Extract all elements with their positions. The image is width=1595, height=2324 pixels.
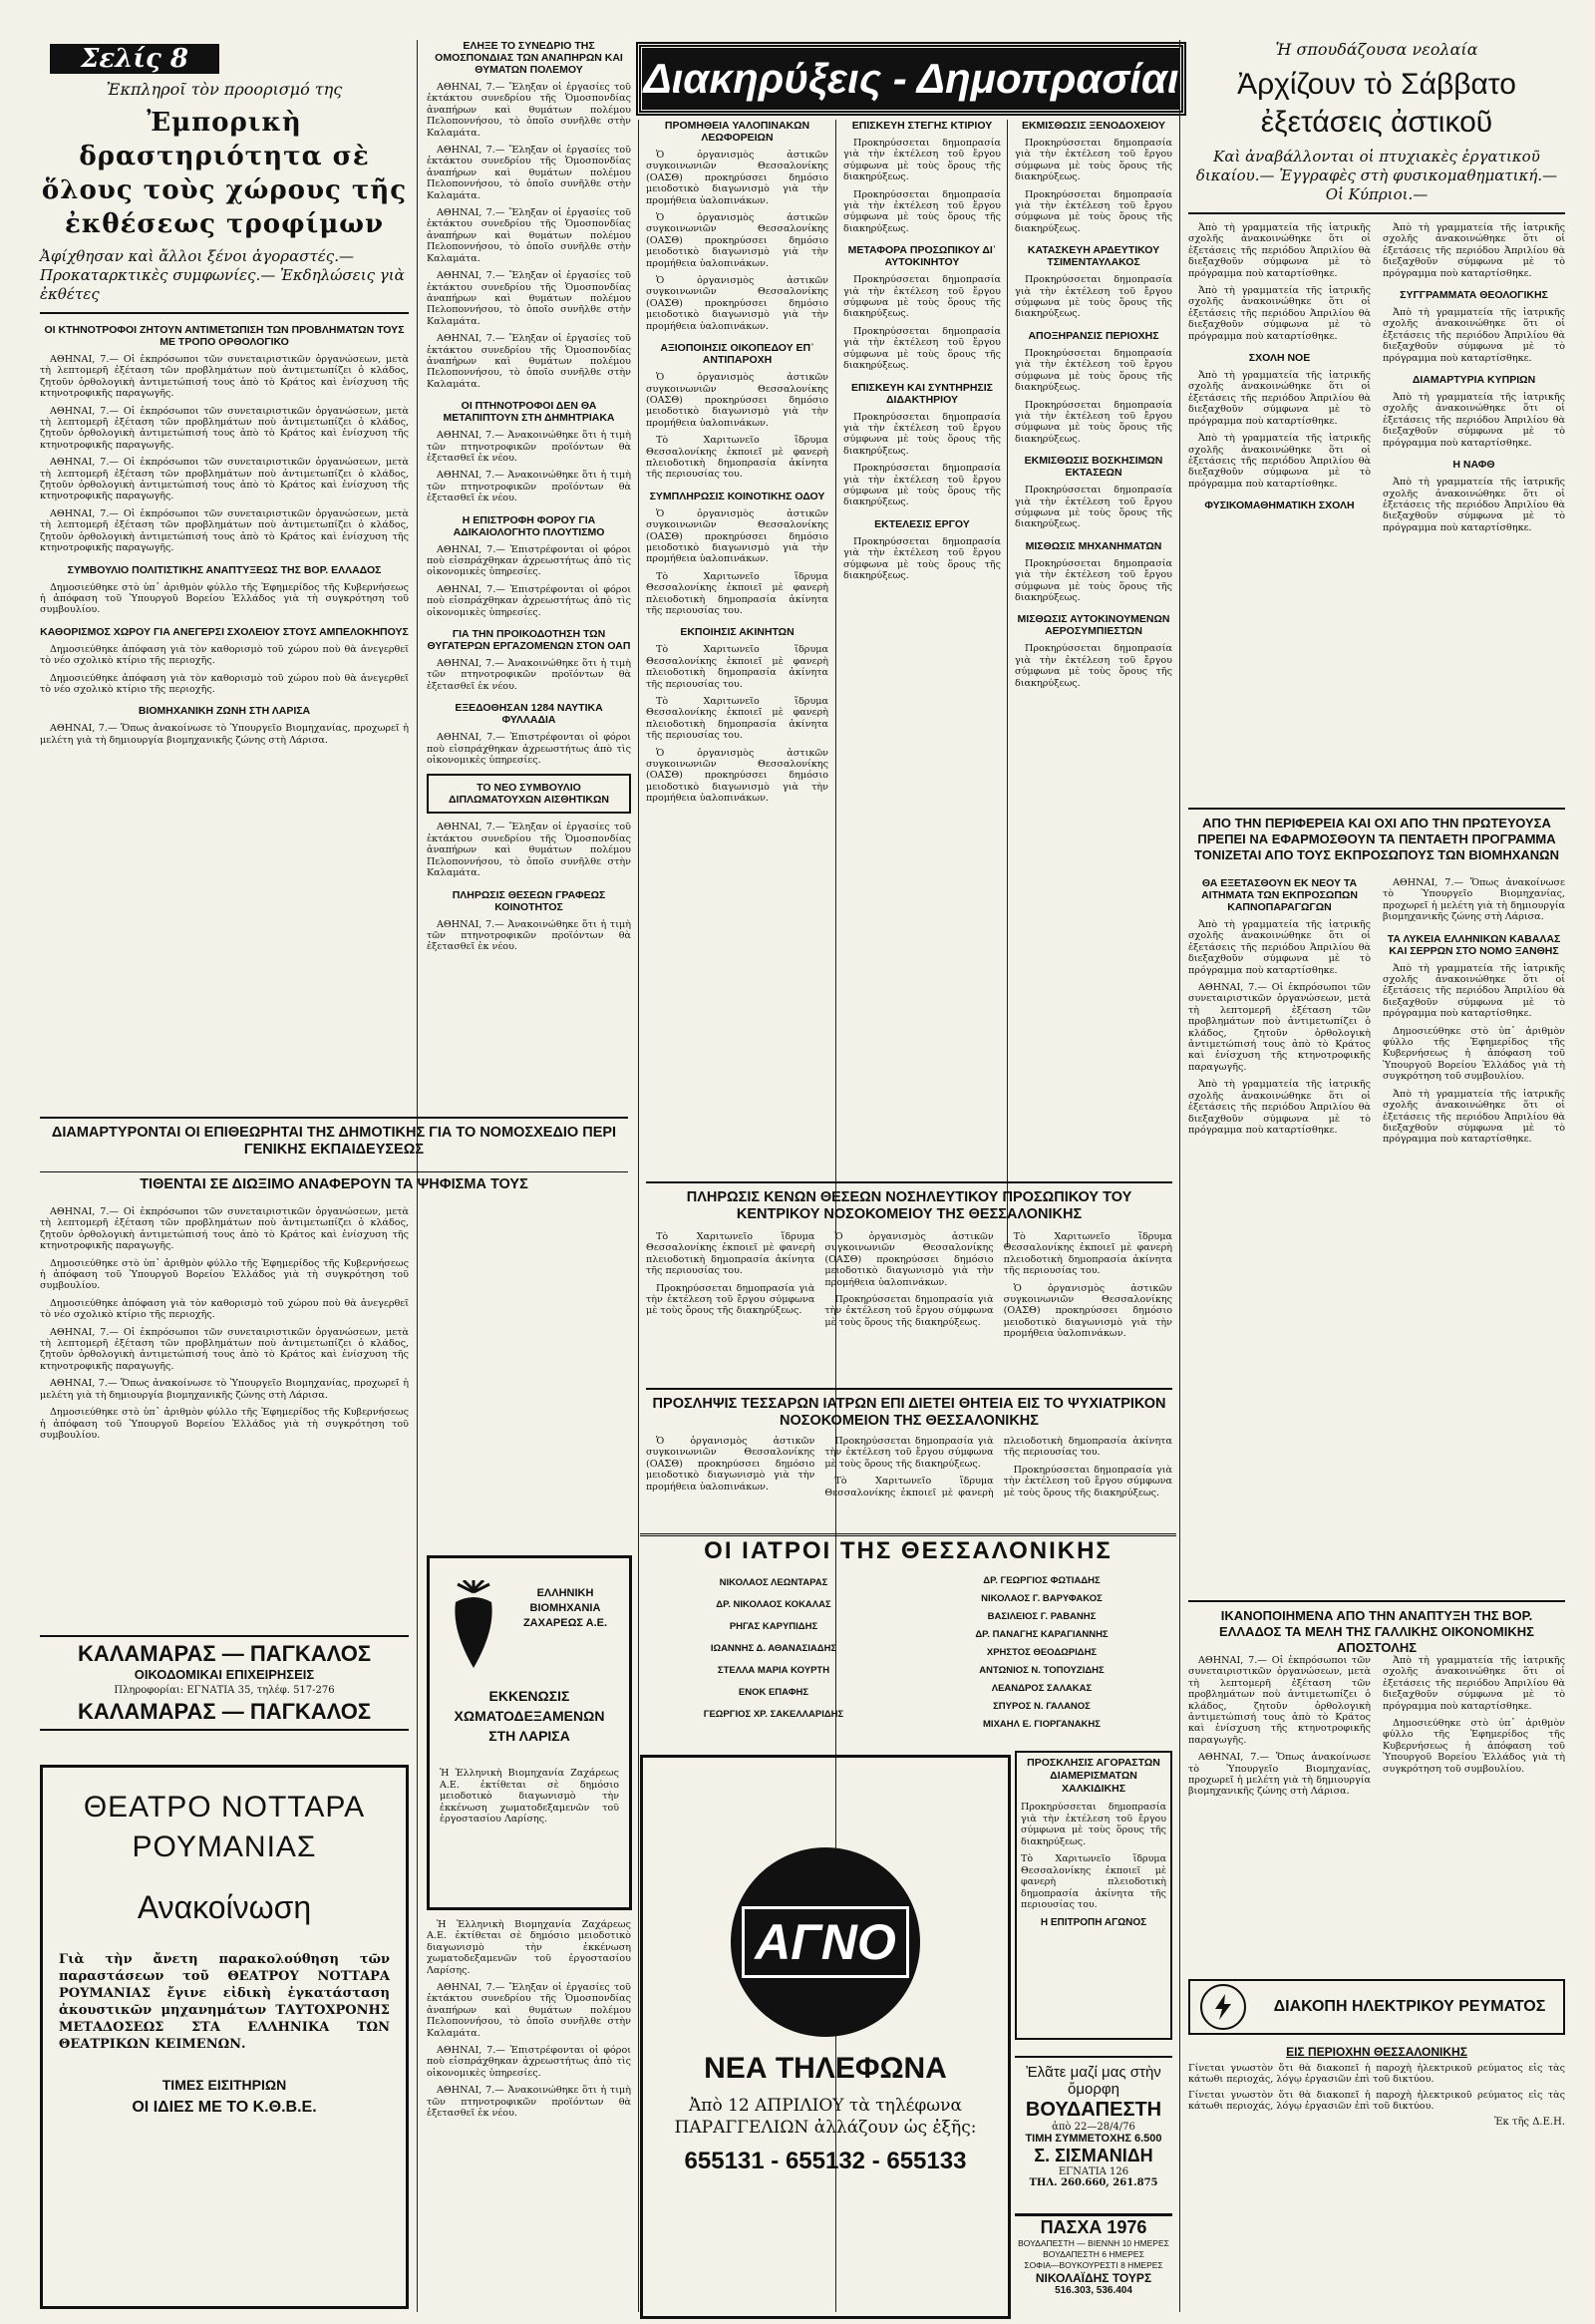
doctors-list-left xyxy=(644,1572,903,1726)
sugar-text: Ἡ Ἑλληνικὴ Βιομηχανία Ζαχάρεως Α.Ε. ἐκτίθεται σὲ δημόσιο μειοδοτικὸ διαγωνισμὸ τὴν ἐκκένωση χωματοδεξαμενῶν τοῦ ἐργοστασίου Λαρίσης. xyxy=(440,1768,619,1825)
headline-cypriots: ΔΙΑΜΑΡΤΥΡΙΑ ΚΥΠΡΙΩΝ xyxy=(1412,374,1536,387)
column-3 xyxy=(646,120,828,811)
article-filler: Ἀπὸ τὴ γραμματεία τῆς ἰατρικῆς σχολῆς ἀνακοινώθηκε ὅτι οἱ ἐξετάσεις τῆς περιόδου Ἀπριλίου θὰ διεξαχθοῦν σύμφωνα μὲ τὸ πρόγραμμα ποὺ καταρτίσθηκε. xyxy=(1188,1079,1371,1136)
sugar-beet-logo xyxy=(444,1580,503,1670)
article-filler: Τὸ Χαριτωνεῖο ἵδρυμα Θεσσαλονίκης ἐκποιεῖ μὲ φανερὴ πλειοδοτικὴ δημοπρασία ἀκίνητα τῆς περιουσίας του. xyxy=(646,696,828,742)
headline-bus-glass: ΠΡΟΜΗΘΕΙΑ ΥΑΛΟΠΙΝΑΚΩΝ ΛΕΩΦΟΡΕΙΩΝ xyxy=(664,120,810,144)
headline-nafth: Η ΝΑΦΘ xyxy=(1452,459,1495,472)
headline-naval-booklets: ΕΞΕΔΟΘΗΣΑΝ 1284 ΝΑΥΤΙΚΑ ΦΥΛΛΑΔΙΑ xyxy=(455,702,603,727)
headline-physics-math: ΦΥΣΙΚΟΜΑΘΗΜΑΤΙΚΗ ΣΧΟΛΗ xyxy=(1204,499,1355,512)
column-1 xyxy=(40,80,409,752)
tender-text-2: Τὸ Χαριτωνεῖο ἵδρυμα Θεσσαλονίκης ἐκποιεῖ μὲ φανερὴ πλειοδοτικὴ δημοπρασία ἀκίνητα τῆς περιουσίας του. xyxy=(1021,1853,1166,1910)
kalamaras-name: ΚΑΛΑΜΑΡΑΣ — ΠΑΓΚΑΛΟΣ xyxy=(77,1641,372,1666)
headline-school: ΚΑΘΟΡΙΣΜΟΣ ΧΩΡΟΥ ΓΙΑ ΑΝΕΓΕΡΣΙ ΣΧΟΛΕΙΟΥ ΣΤΟΥΣ ΑΜΠΕΛΟΚΗΠΟΥΣ xyxy=(40,625,409,638)
ad-agno xyxy=(640,1755,1011,2319)
headline-irrigation: ΚΑΤΑΣΚΕΥΗ ΑΡΔΕΥΤΙΚΟΥ ΤΣΙΜΕΝΤΑΥΛΑΚΟΣ xyxy=(1027,244,1160,269)
headline-staff-transport: ΜΕΤΑΦΟΡΑ ΠΡΟΣΩΠΙΚΟΥ ΔΙ᾿ ΑΥΤΟΚΙΝΗΤΟΥ xyxy=(847,244,997,269)
article-filler: ΑΘΗΝΑΙ, 7.— Οἱ ἐκπρόσωποι τῶν συνεταιριστικῶν ὀργανώσεων, μετὰ τὴ λεπτομερῆ ἐξέταση τῶν προβλημάτων ποὺ ἀντιμετωπίζει ὁ κλάδος, ζητοῦν ὀρθολογικὴ ἀντιμετώπισή τους ἀπὸ τὸ Κράτος καὶ ἐνίσχυση τῆς κτηνοτροφικῆς παραγωγῆς. xyxy=(40,1206,409,1252)
article-filler: Προκηρύσσεται δημοπρασία γιὰ τὴν ἐκτέλεση τοῦ ἔργου σύμφωνα μὲ τοὺς ὅρους τῆς διακηρύξεως. xyxy=(1015,274,1172,320)
headline-lyceums: ΤΑ ΛΥΚΕΙΑ ΕΛΛΗΝΙΚΩΝ ΚΑΒΑΛΑΣ ΚΑΙ ΣΕΡΡΩΝ ΣΤΟ ΝΟΜΟ ΞΑΝΘΗΣ xyxy=(1387,932,1561,957)
article-filler: Προκηρύσσεται δημοπρασία γιὰ τὴν ἐκτέλεση τοῦ ἔργου σύμφωνα μὲ τοὺς ὅρους τῆς διακηρύξεως. xyxy=(1015,138,1172,183)
article-filler: Προκηρύσσεται δημοπρασία γιὰ τὴν ἐκτέλεση τοῦ ἔργου σύμφωνα μὲ τοὺς ὅρους τῆς διακηρύξεως. xyxy=(824,1436,994,1470)
article-filler: Ἀπὸ τὴ γραμματεία τῆς ἰατρικῆς σχολῆς ἀνακοινώθηκε ὅτι οἱ ἐξετάσεις τῆς περιόδου Ἀπριλίου θὰ διεξαχθοῦν σύμφωνα μὲ τὸ πρόγραμμα ποὺ καταρτίσθηκε. xyxy=(1383,477,1565,533)
inspectors-body xyxy=(40,1206,409,1447)
doctor-entry: ΛΕΑΝΔΡΟΣ ΣΑΛΑΚΑΣ xyxy=(991,1683,1093,1694)
agno-logo xyxy=(731,1847,920,2037)
column-rule xyxy=(1007,120,1008,1247)
article-filler: Ἀπὸ τὴ γραμματεία τῆς ἰατρικῆς σχολῆς ἀνακοινώθηκε ὅτι οἱ ἐξετάσεις τῆς περιόδου Ἀπριλίου θὰ διεξαχθοῦν σύμφωνα μὲ τὸ πρόγραμμα ποὺ καταρτίσθηκε. xyxy=(1383,962,1565,1020)
article-filler: ΑΘΗΝΑΙ, 7.— Ἀνακοινώθηκε ὅτι ἡ τιμὴ τῶν πτηνοτροφικῶν προϊόντων θὰ ἐξετασθεῖ ἐκ νέου. xyxy=(427,918,631,953)
article-filler: ΑΘΗΝΑΙ, 7.— Ἀνακοινώθηκε ὅτι ἡ τιμὴ τῶν πτηνοτροφικῶν προϊόντων θὰ ἐξετασθεῖ ἐκ νέου. xyxy=(427,2085,631,2120)
pascha-rows xyxy=(1015,2238,1172,2271)
article-filler: ΑΘΗΝΑΙ, 7.— Οἱ ἐκπρόσωποι τῶν συνεταιριστικῶν ὀργανώσεων, μετὰ τὴ λεπτομερῆ ἐξέταση τῶν προβλημάτων ποὺ ἀντιμετωπίζει ὁ κλάδος, ζητοῦν ὀρθολογικὴ ἀντιμετώπισή τους ἀπὸ τὸ Κράτος καὶ ἐνίσχυση τῆς κτηνοτροφικῆς παραγωγῆς. xyxy=(40,405,409,451)
article-filler: ΑΘΗΝΑΙ, 7.— Ἀνακοινώθηκε ὅτι ἡ τιμὴ τῶν πτηνοτροφικῶν προϊόντων θὰ ἐξετασθεῖ ἐκ νέου. xyxy=(427,470,631,504)
article-filler: ΑΘΗΝΑΙ, 7.— Ἔληξαν οἱ ἐργασίες τοῦ ἐκτάκτου συνεδρίου τῆς Ὁμοσπονδίας ἀναπήρων καὶ θυμάτων πολέμου Πελοποννήσου, τὸ ὁποῖο συνῆλθε στὴν Καλαμάτα. xyxy=(427,145,631,201)
article-filler: ΑΘΗΝΑΙ, 7.— Ὅπως ἀνακοίνωσε τὸ Ὑπουργεῖο Βιομηχανίας, προχωρεῖ ἡ μελέτη γιὰ τὴ δημιουργία βιομηχανικῆς ζώνης στὴ Λάρισα. xyxy=(1188,1752,1371,1798)
pascha-row: ΒΟΥΔΑΠΕΣΤΗ 6 ΗΜΕΡΕΣ xyxy=(1043,2249,1144,2259)
article-medical-text: Ἀπὸ τὴ γραμματεία τῆς ἰατρικῆς σχολῆς ἀνακοινώθηκε ὅτι οἱ ἐξετάσεις τῆς περιόδου Ἀπριλίου θὰ διεξαχθοῦν σύμφωνα μὲ τὸ πρόγραμμα ποὺ καταρτίσθηκε. xyxy=(1188,222,1371,279)
doctor-entry: ΣΤΕΛΛΑ ΜΑΡΙΑ ΚΟΥΡΤΗ xyxy=(717,1665,830,1676)
pascha-title: ΠΑΣΧΑ 1976 xyxy=(1040,2217,1147,2237)
lead-subtitle: Ἐκπληροῖ τὸν προορισμό της xyxy=(106,80,343,99)
column-5 xyxy=(1015,120,1172,695)
lead-deck: Ἀφίχθησαν καὶ ἄλλοι ξένοι ἀγοραστές.— Προκαταρκτικὲς συμφωνίες.— Ἐκδηλώσεις γιὰ ἐκθέτες xyxy=(40,247,405,303)
headline-poultry: ΟΙ ΠΤΗΝΟΤΡΟΦΟΙ ΔΕΝ ΘΑ ΜΕΤΑΠΙΠΤΟΥΝ ΣΤΗ ΔΗΜΗΤΡΙΑΚΑ xyxy=(443,400,615,425)
dei-logo xyxy=(1200,1984,1246,2030)
article-congress-text: ΑΘΗΝΑΙ, 7.— Ἔληξαν οἱ ἐργασίες τοῦ ἐκτάκτου συνεδρίου τῆς Ὁμοσπονδίας ἀναπήρων καὶ θυμάτων πολέμου Πελοποννήσου, τὸ ὁποῖο συνῆλθε στὴν Καλαμάτα. xyxy=(427,82,631,139)
doctor-entry: ΣΠΥΡΟΣ Ν. ΓΑΛΑΝΟΣ xyxy=(993,1701,1091,1712)
article-filler: ΑΘΗΝΑΙ, 7.— Ὅπως ἀνακοίνωσε τὸ Ὑπουργεῖο Βιομηχανίας, προχωρεῖ ἡ μελέτη γιὰ τὴ δημιουργία βιομηχανικῆς ζώνης στὴ Λάρισα. xyxy=(40,1378,409,1401)
article-filler: ΑΘΗΝΑΙ, 7.— Ἐπιστρέφονται οἱ φόροι ποὺ εἰσπράχθηκαν ἀχρεωστήτως ἀπὸ τὶς οἰκονομικὲς ὑπηρεσίες. xyxy=(427,583,631,618)
headline-drainage: ΑΠΟΞΗΡΑΝΣΙΣ ΠΕΡΙΟΧΗΣ xyxy=(1028,329,1159,342)
article-filler: Προκηρύσσεται δημοπρασία γιὰ τὴν ἐκτέλεση τοῦ ἔργου σύμφωνα μὲ τοὺς ὅρους τῆς διακηρύξεως. xyxy=(1003,1464,1172,1498)
agno-subtitle: Ἀπὸ 12 ΑΠΡΙΛΙΟΥ τὰ τηλέφωνα ΠΑΡΑΓΓΕΛΙΩΝ ἀλλάζουν ὡς ἐξῆς: xyxy=(674,2096,977,2138)
article-filler: ΑΘΗΝΑΙ, 7.— Ἔληξαν οἱ ἐργασίες τοῦ ἐκτάκτου συνεδρίου τῆς Ὁμοσπονδίας ἀναπήρων καὶ θυμάτων πολέμου Πελοποννήσου, τὸ ὁποῖο συνῆλθε στὴν Καλαμάτα. xyxy=(427,207,631,264)
headline-hotel-lease: ΕΚΜΙΣΘΩΣΙΣ ΞΕΝΟΔΟΧΕΙΟΥ xyxy=(1021,120,1166,132)
headline-community-posts: ΠΛΗΡΩΣΙΣ ΘΕΣΕΩΝ ΓΡΑΦΕΩΣ ΚΟΙΝΟΤΗΤΟΣ xyxy=(452,888,606,913)
headline-machinery: ΜΙΣΘΩΣΙΣ ΜΗΧΑΝΗΜΑΤΩΝ xyxy=(1025,539,1162,552)
banner-title: Διακηρύξεις - Δημοπρασίαι xyxy=(643,55,1179,102)
article-poultry-text: ΑΘΗΝΑΙ, 7.— Ἀνακοινώθηκε ὅτι ἡ τιμὴ τῶν πτηνοτροφικῶν προϊόντων θὰ ἐξετασθεῖ ἐκ νέου. xyxy=(427,430,631,464)
article-property-text: Τὸ Χαριτωνεῖο ἵδρυμα Θεσσαλονίκης ἐκποιεῖ μὲ φανερὴ πλειοδοτικὴ δημοπρασία ἀκίνητα τῆς περιουσίας του. xyxy=(646,644,828,690)
article-filler: Δημοσιεύθηκε στὸ ὑπ᾿ ἀριθμὸν φύλλο τῆς Ἐφημερίδος τῆς Κυβερνήσεως ἡ ἀπόφαση τοῦ Ὑπουργοῦ Βορείου Ἑλλάδος γιὰ τὴ συγκρότηση τοῦ συμβουλίου. xyxy=(40,1257,409,1292)
column-6-lower xyxy=(1188,1655,1565,1798)
headline-plot-exploitation: ΑΞΙΟΠΟΙΗΣΙΣ ΟΙΚΟΠΕΔΟΥ ΕΠ᾿ ΑΝΤΙΠΑΡΟΧΗ xyxy=(660,342,814,367)
article-filler: Προκηρύσσεται δημοπρασία γιὰ τὴν ἐκτέλεση τοῦ ἔργου σύμφωνα μὲ τοὺς ὅρους τῆς διακηρύξεως. xyxy=(1015,485,1172,530)
headline-theology: ΣΥΓΓΡΑΜΜΑΤΑ ΘΕΟΛΟΓΙΚΗΣ xyxy=(1400,289,1548,302)
column-6 xyxy=(1188,40,1565,533)
article-filler: Δημοσιεύθηκε ἀπόφαση γιὰ τὸν καθορισμὸ τοῦ χώρου ποὺ θὰ ἀνεγερθεῖ τὸ νέο σχολικὸ κτίριο τῆς περιοχῆς. xyxy=(40,1297,409,1321)
doctor-entry: ΒΑΣΙΛΕΙΟΣ Γ. ΡΑΒΑΝΗΣ xyxy=(987,1611,1097,1622)
kalamaras-subtitle: ΟΙΚΟΔΟΜΙΚΑΙ ΕΠΙΧΕΙΡΗΣΕΙΣ xyxy=(134,1667,315,1682)
article-filler: Ἀπὸ τὴ γραμματεία τῆς ἰατρικῆς σχολῆς ἀνακοινώθηκε ὅτι οἱ ἐξετάσεις τῆς περιόδου Ἀπριλίου θὰ διεξαχθοῦν σύμφωνα μὲ τὸ πρόγραμμα ποὺ καταρτίσθηκε. xyxy=(1383,1088,1565,1146)
headline-school-repair: ΕΠΙΣΚΕΥΗ ΚΑΙ ΣΥΝΤΗΡΗΣΙΣ ΔΙΔΑΚΤΗΡΙΟΥ xyxy=(851,381,993,406)
article-bus-glass-text: Ὁ ὀργανισμὸς ἀστικῶν συγκοινωνιῶν Θεσσαλονίκης (ΟΑΣΘ) προκηρύσσει δημόσιο μειοδοτικὸ διαγωνισμὸ γιὰ τὴν προμήθεια ὑαλοπινάκων. xyxy=(646,150,828,206)
doctor-entry: ΔΡ. ΠΑΝΑΓΗΣ ΚΑΡΑΓΙΑΝΝΗΣ xyxy=(975,1629,1109,1640)
sugar-company-line1: ΕΛΛΗΝΙΚΗ xyxy=(536,1587,594,1599)
column-rule xyxy=(1179,40,1180,2312)
article-filler: ΑΘΗΝΑΙ, 7.— Ἐπιστρέφονται οἱ φόροι ποὺ εἰσπράχθηκαν ἀχρεωστήτως ἀπὸ τὶς οἰκονομικὲς ὑπηρεσίες. xyxy=(427,732,631,767)
column-4 xyxy=(843,120,1001,587)
article-filler: ΑΘΗΝΑΙ, 7.— Ἐπιστρέφονται οἱ φόροι ποὺ εἰσπράχθηκαν ἀχρεωστήτως ἀπὸ τὶς οἰκονομικὲς ὑπηρεσίες. xyxy=(427,2045,631,2079)
doctor-entry: ΓΕΩΡΓΙΟΣ ΧΡ. ΣΑΚΕΛΛΑΡΙΔΗΣ xyxy=(703,1709,844,1720)
article-filler: ΑΘΗΝΑΙ, 7.— Ἔληξαν οἱ ἐργασίες τοῦ ἐκτάκτου συνεδρίου τῆς Ὁμοσπονδίας ἀναπήρων καὶ θυμάτων πολέμου Πελοποννήσου, τὸ ὁποῖο συνῆλθε στὴν Καλαμάτα. xyxy=(427,822,631,879)
article-filler: ΑΘΗΝΑΙ, 7.— Ἀνακοινώθηκε ὅτι ἡ τιμὴ τῶν πτηνοτροφικῶν προϊόντων θὰ ἐξετασθεῖ ἐκ νέου. xyxy=(427,658,631,692)
headline-roof-repair: ΕΠΙΣΚΕΥΗ ΣΤΕΓΗΣ ΚΤΙΡΙΟΥ xyxy=(851,120,993,132)
theatre-text: Γιὰ τὴν ἄνετη παρακολούθηση τῶν παραστάσεων τοῦ ΘΕΑΤΡΟΥ ΝΟΤΤΑΡΑ ΡΟΥΜΑΝΙΑΣ ἔγινε εἰδικὴ ἐγκατάσταση ἀκουστικῶν μηχανημάτων ΤΑΥΤΟΧΡΟΝΗΣ ΜΕΤΑΔΟΣΕΩΣ ΣΤΑ ΕΛΛΗΝΙΚΑ ΤΩΝ ΘΕΑΤΡΙΚΩΝ ΚΕΙΜΕΝΩΝ. xyxy=(59,1952,390,2052)
article-filler: Προκηρύσσεται δημοπρασία γιὰ τὴν ἐκτέλεση τοῦ ἔργου σύμφωνα μὲ τοὺς ὅρους τῆς διακηρύξεως. xyxy=(1015,643,1172,689)
article-filler: Ἀπὸ τὴ γραμματεία τῆς ἰατρικῆς σχολῆς ἀνακοινώθηκε ὅτι οἱ ἐξετάσεις τῆς περιόδου Ἀπριλίου θὰ διεξαχθοῦν σύμφωνα μὲ τὸ πρόγραμμα ποὺ καταρτίσθηκε. xyxy=(1188,370,1371,427)
theatre-prices-sub: ΟΙ ΙΔΙΕΣ ΜΕ ΤΟ Κ.Θ.Β.Ε. xyxy=(132,2099,317,2116)
theatre-name: ΘΕΑΤΡΟ ΝΟΤΤΑΡΑ ΡΟΥΜΑΝΙΑΣ xyxy=(83,1791,366,1863)
doctor-entry: ΕΝΟΚ ΕΠΑΦΗΣ xyxy=(738,1687,809,1698)
column-2-bottom xyxy=(427,1919,631,2126)
article-filler: ΑΘΗΝΑΙ, 7.— Οἱ ἐκπρόσωποι τῶν συνεταιριστικῶν ὀργανώσεων, μετὰ τὴ λεπτομερῆ ἐξέταση τῶν προβλημάτων ποὺ ἀντιμετωπίζει ὁ κλάδος, ζητοῦν ὀρθολογικὴ ἀντιμετώπισή τους ἀπὸ τὸ Κράτος καὶ ἐνίσχυση τῆς κτηνοτροφικῆς παραγωγῆς. xyxy=(40,1326,409,1372)
doctors-list-right xyxy=(911,1572,1172,1734)
article-filler: Ὁ ὀργανισμὸς ἀστικῶν συγκοινωνιῶν Θεσσαλονίκης (ΟΑΣΘ) προκηρύσσει δημόσιο μειοδοτικὸ διαγωνισμὸ γιὰ τὴν προμήθεια ὑαλοπινάκων. xyxy=(646,372,828,429)
ad-theatre xyxy=(40,1765,409,2309)
lead-deck-exams: Καὶ ἀναβάλλονται οἱ πτυχιακὲς ἐργατικοῦ δικαίου.— Ἐγγραφὲς στὴ φυσικομαθηματική.— Οἱ Κύπριοι.— xyxy=(1195,148,1558,203)
banner xyxy=(638,44,1184,114)
headline-dowry: ΓΙΑ ΤΗΝ ΠΡΟΙΚΟΔΟΤΗΣΗ ΤΩΝ ΘΥΓΑΤΕΡΩΝ ΕΡΓΑΖΟΜΕΝΩΝ ΣΤΟΝ ΟΑΠ xyxy=(427,628,631,653)
ad-tender-chalkidiki xyxy=(1015,1751,1172,2040)
ad-pascha-1976 xyxy=(1015,2213,1172,2316)
headline-community-road: ΣΥΜΠΛΗΡΩΣΙΣ ΚΟΙΝΟΤΙΚΗΣ ΟΔΟΥ xyxy=(649,490,825,502)
article-breeders-text: ΑΘΗΝΑΙ, 7.— Οἱ ἐκπρόσωποι τῶν συνεταιριστικῶν ὀργανώσεων, μετὰ τὴ λεπτομερῆ ἐξέταση τῶν προβλημάτων ποὺ ἀντιμετωπίζει ὁ κλάδος, ζητοῦν ὀρθολογικὴ ἀντιμετώπισή τους ἀπὸ τὸ Κράτος καὶ ἐνίσχυση τῆς κτηνοτροφικῆς παραγωγῆς. xyxy=(40,354,409,400)
article-filler: Προκηρύσσεται δημοπρασία γιὰ τὴν ἐκτέλεση τοῦ ἔργου σύμφωνα μὲ τοὺς ὅρους τῆς διακηρύξεως. xyxy=(843,325,1001,372)
article-filler: Ἀπὸ τὴ γραμματεία τῆς ἰατρικῆς σχολῆς ἀνακοινώθηκε ὅτι οἱ ἐξετάσεις τῆς περιόδου Ἀπριλίου θὰ διεξαχθοῦν σύμφωνα μὲ τὸ πρόγραμμα ποὺ καταρτίσθηκε. xyxy=(1188,919,1371,976)
article-filler: Προκηρύσσεται δημοπρασία γιὰ τὴν ἐκτέλεση τοῦ ἔργου σύμφωνα μὲ τοὺς ὅρους τῆς διακηρύξεως. xyxy=(1015,347,1172,394)
article-filler: Προκηρύσσεται δημοπρασία γιὰ τὴν ἐκτέλεση τοῦ ἔργου σύμφωνα μὲ τοὺς ὅρους τῆς διακηρύξεως. xyxy=(1015,399,1172,445)
tender-sign: Η ΕΠΙΤΡΟΠΗ ΑΓΩΝΟΣ xyxy=(1040,1916,1147,1928)
budapest-top: Ἐλᾶτε μαζί μας στὴν ὄμορφη xyxy=(1026,2064,1161,2098)
article-filler: Δημοσιεύθηκε ἀπόφαση γιὰ τὸν καθορισμὸ τοῦ χώρου ποὺ θὰ ἀνεγερθεῖ τὸ νέο σχολικὸ κτίριο τῆς περιοχῆς. xyxy=(40,672,409,695)
article-filler: Ὁ ὀργανισμὸς ἀστικῶν συγκοινωνιῶν Θεσσαλονίκης (ΟΑΣΘ) προκηρύσσει δημόσιο μειοδοτικὸ διαγωνισμὸ γιὰ τὴν προμήθεια ὑαλοπινάκων. xyxy=(646,747,828,805)
doctor-entry: ΡΗΓΑΣ ΚΑΡΥΠΙΔΗΣ xyxy=(729,1621,818,1632)
headline-council: ΣΥΜΒΟΥΛΙΟ ΠΟΛΙΤΙΣΤΙΚΗΣ ΑΝΑΠΤΥΞΕΩΣ ΤΗΣ ΒΟΡ. ΕΛΛΑΔΟΣ xyxy=(67,563,382,576)
headline-compressors: ΜΙΣΘΩΣΙΣ ΑΥΤΟΚΙΝΟΥΜΕΝΩΝ ΑΕΡΟΣΥΜΠΙΕΣΤΩΝ xyxy=(1017,613,1170,638)
article-filler: Δημοσιεύθηκε στὸ ὑπ᾿ ἀριθμὸν φύλλο τῆς Ἐφημερίδος τῆς Κυβερνήσεως ἡ ἀπόφαση τοῦ Ὑπουργοῦ Βορείου Ἑλλάδος γιὰ τὴ συγκρότηση τοῦ συμβουλίου. xyxy=(40,1407,409,1441)
headline-resolution: ΤΙΘΕΝΤΑΙ ΣΕ ΔΙΩΞΙΜΟ ΑΝΑΦΕΡΟΥΝ ΤΑ ΨΗΦΙΣΜΑ ΤΟΥΣ xyxy=(40,1171,628,1193)
power-sign: Ἐκ τῆς Δ.Ε.Η. xyxy=(1493,2116,1565,2128)
article-filler: Ὁ ὀργανισμὸς ἀστικῶν συγκοινωνιῶν Θεσσαλονίκης (ΟΑΣΘ) προκηρύσσει δημόσιο μειοδοτικὸ διαγωνισμὸ γιὰ τὴν προμήθεια ὑαλοπινάκων. xyxy=(824,1231,994,1288)
pascha-row: ΒΟΥΔΑΠΕΣΤΗ — ΒΙΕΝΝΗ 10 ΗΜΕΡΕΣ xyxy=(1018,2238,1169,2248)
headline-beauticians: ΤΟ ΝΕΟ ΣΥΜΒΟΥΛΙΟ ΔΙΠΛΩΜΑΤΟΥΧΩΝ ΑΙΣΘΗΤΙΚΩΝ xyxy=(427,774,631,814)
article-filler: Προκηρύσσεται δημοπρασία γιὰ τὴν ἐκτέλεση τοῦ ἔργου σύμφωνα μὲ τοὺς ὅρους τῆς διακηρύξεως. xyxy=(1015,188,1172,234)
article-filler: ΑΘΗΝΑΙ, 7.— Οἱ ἐκπρόσωποι τῶν συνεταιριστικῶν ὀργανώσεων, μετὰ τὴ λεπτομερῆ ἐξέταση τῶν προβλημάτων ποὺ ἀντιμετωπίζει ὁ κλάδος, ζητοῦν ὀρθολογικὴ ἀντιμετώπισή τους ἀπὸ τὸ Κράτος καὶ ἐνίσχυση τῆς κτηνοτροφικῆς παραγωγῆς. xyxy=(40,507,409,554)
article-filler: ΑΘΗΝΑΙ, 7.— Οἱ ἐκπρόσωποι τῶν συνεταιριστικῶν ὀργανώσεων, μετὰ τὴ λεπτομερῆ ἐξέταση τῶν προβλημάτων ποὺ ἀντιμετωπίζει ὁ κλάδος, ζητοῦν ὀρθολογικὴ ἀντιμετώπισή τους ἀπὸ τὸ Κράτος καὶ ἐνίσχυση τῆς κτηνοτροφικῆς παραγωγῆς. xyxy=(40,457,409,502)
ad-sugar-industry xyxy=(427,1555,632,1910)
doctor-entry: ΝΙΚΟΛΑΟΣ Γ. ΒΑΡΥΦΑΚΟΣ xyxy=(981,1593,1103,1604)
agno-logo-text: ΑΓΝΟ xyxy=(742,1906,909,1978)
headline-breeders: ΟΙ ΚΤΗΝΟΤΡΟΦΟΙ ΖΗΤΟΥΝ ΑΝΤΙΜΕΤΩΠΙΣΗ ΤΩΝ ΠΡΟΒΛΗΜΑΤΩΝ ΤΟΥΣ ΜΕ ΤΡΟΠΟ ΟΡΘΟΛΟΓΙΚΟ xyxy=(44,324,405,348)
headline-noe: ΣΧΟΛΗ ΝΟΕ xyxy=(1248,352,1311,365)
power-subtitle: ΕΙΣ ΠΕΡΙΟΧΗΝ ΘΕΣΣΑΛΟΝΙΚΗΣ xyxy=(1286,2045,1467,2059)
headline-grazing: ΕΚΜΙΣΘΩΣΙΣ ΒΟΣΚΗΣΙΜΩΝ ΕΚΤΑΣΕΩΝ xyxy=(1024,455,1163,480)
sugar-title: ΕΚΚΕΝΩΣΙΣ ΧΩΜΑΤΟΔΕΞΑΜΕΝΩΝ ΣΤΗ ΛΑΡΙΣΑ xyxy=(454,1688,605,1744)
article-filler: ΑΘΗΝΑΙ, 7.— Ἔληξαν οἱ ἐργασίες τοῦ ἐκτάκτου συνεδρίου τῆς Ὁμοσπονδίας ἀναπήρων καὶ θυμάτων πολέμου Πελοποννήσου, τὸ ὁποῖο συνῆλθε στὴν Καλαμάτα. xyxy=(427,1982,631,2039)
column-rule xyxy=(638,120,639,2312)
power-title: ΔΙΑΚΟΠΗ ΗΛΕΚΤΡΙΚΟΥ ΡΕΥΜΑΤΟΣ xyxy=(1273,1998,1546,2015)
article-filler: Προκηρύσσεται δημοπρασία γιὰ τὴν ἐκτέλεση τοῦ ἔργου σύμφωνα μὲ τοὺς ὅρους τῆς διακηρύξεως. xyxy=(843,138,1001,183)
pascha-agency: ΝΙΚΟΛΑΪΔΗΣ ΤΟΥΡΣ xyxy=(1035,2271,1152,2285)
article-filler: Ἡ Ἑλληνικὴ Βιομηχανία Ζαχάρεως Α.Ε. ἐκτίθεται σὲ δημόσιο μειοδοτικὸ διαγωνισμὸ τὴν ἐκκένωση χωματοδεξαμενῶν τοῦ ἐργοστασίου Λαρίσης. xyxy=(427,1919,631,1976)
headline-french-mission: ΙΚΑΝΟΠΟΙΗΜΕΝΑ ΑΠΟ ΤΗΝ ΑΝΑΠΤΥΞΗ ΤΗΣ ΒΟΡ. ΕΛΛΑΔΟΣ ΤΑ ΜΕΛΗ ΤΗΣ ΓΑΛΛΙΚΗΣ ΟΙΚΟΝΟΜΙΚΗΣ ΑΠΟΣΤΟΛΗΣ xyxy=(1188,1600,1565,1656)
budapest-address: ΕΓΝΑΤΙΑ 126 xyxy=(1058,2166,1129,2177)
tender-text: Προκηρύσσεται δημοπρασία γιὰ τὴν ἐκτέλεση τοῦ ἔργου σύμφωνα μὲ τοὺς ὅρους τῆς διακηρύξεως. xyxy=(1021,1802,1166,1847)
doctors-directory xyxy=(640,1533,1176,1744)
theatre-prices: ΤΙΜΕΣ ΕΙΣΙΤΗΡΙΩΝ xyxy=(161,2077,287,2093)
headline-project: ΕΚΤΕΛΕΣΙΣ ΕΡΓΟΥ xyxy=(874,517,970,530)
article-filler: Προκηρύσσεται δημοπρασία γιὰ τὴν ἐκτέλεση τοῦ ἔργου σύμφωνα μὲ τοὺς ὅρους τῆς διακηρύξεως. xyxy=(843,188,1001,234)
pascha-phone: 516.303, 536.404 xyxy=(1055,2285,1132,2296)
article-filler: ΑΘΗΝΑΙ, 7.— Οἱ ἐκπρόσωποι τῶν συνεταιριστικῶν ὀργανώσεων, μετὰ τὴ λεπτομερῆ ἐξέταση τῶν προβλημάτων ποὺ ἀντιμετωπίζει ὁ κλάδος, ζητοῦν ὀρθολογικὴ ἀντιμετώπισή τους ἀπὸ τὸ Κράτος καὶ ἐνίσχυση τῆς κτηνοτροφικῆς παραγωγῆς. xyxy=(1188,1655,1371,1746)
tender-title: ΠΡΟΣΚΛΗΣΙΣ ΑΓΟΡΑΣΤΩΝ ΔΙΑΜΕΡΙΣΜΑΤΩΝ ΧΑΛΚΙΔΙΚΗΣ xyxy=(1027,1757,1160,1795)
article-school-text: Δημοσιεύθηκε ἀπόφαση γιὰ τὸν καθορισμὸ τοῦ χώρου ποὺ θὰ ἀνεγερθεῖ τὸ νέο σχολικὸ κτίριο τῆς περιοχῆς. xyxy=(40,643,409,667)
sugar-company-line3: ΖΑΧΑΡΕΩΣ Α.Ε. xyxy=(522,1617,608,1629)
doctor-entry: ΝΙΚΟΛΑΟΣ ΛΕΩΝΤΑΡΑΣ xyxy=(719,1577,828,1588)
doctor-entry: ΔΡ. ΓΕΩΡΓΙΟΣ ΦΩΤΙΑΔΗΣ xyxy=(983,1575,1101,1586)
lead-headline-exams: Ἀρχίζουν τὸ Σάββατο ἐξετάσεις ἀστικοῦ xyxy=(1237,68,1516,139)
headline-inspectors: ΔΙΑΜΑΡΤΥΡΟΝΤΑΙ ΟΙ ΕΠΙΘΕΩΡΗΤΑΙ ΤΗΣ ΔΗΜΟΤΙΚΗΣ ΓΙΑ ΤΟ ΝΟΜΟΣΧΕΔΙΟ ΠΕΡΙ ΓΕΝΙΚΗΣ ΕΚΠΑΙΔΕΥΣΕΩΣ xyxy=(40,1117,628,1159)
column-6-mid xyxy=(1188,877,1565,1147)
budapest-phone: ΤΗΛ. 260.660, 261.875 xyxy=(1029,2177,1158,2188)
sugar-company-line2: ΒΙΟΜΗΧΑΝΙΑ xyxy=(529,1602,601,1614)
article-filler: Ἀπὸ τὴ γραμματεία τῆς ἰατρικῆς σχολῆς ἀνακοινώθηκε ὅτι οἱ ἐξετάσεις τῆς περιόδου Ἀπριλίου θὰ διεξαχθοῦν σύμφωνα μὲ τὸ πρόγραμμα ποὺ καταρτίσθηκε. xyxy=(1188,433,1371,490)
ad-kalamaras xyxy=(40,1635,409,1731)
article-filler: Ὁ ὀργανισμὸς ἀστικῶν συγκοινωνιῶν Θεσσαλονίκης (ΟΑΣΘ) προκηρύσσει δημόσιο μειοδοτικὸ διαγωνισμὸ γιὰ τὴν προμήθεια ὑαλοπινάκων. xyxy=(646,507,828,565)
article-filler: Δημοσιεύθηκε στὸ ὑπ᾿ ἀριθμὸν φύλλο τῆς Ἐφημερίδος τῆς Κυβερνήσεως ἡ ἀπόφαση τοῦ Ὑπουργοῦ Βορείου Ἑλλάδος γιὰ τὴ συγκρότηση τοῦ συμβουλίου. xyxy=(1383,1025,1565,1083)
article-filler: Τὸ Χαριτωνεῖο ἵδρυμα Θεσσαλονίκης ἐκποιεῖ μὲ φανερὴ πλειοδοτικὴ δημοπρασία ἀκίνητα τῆς περιουσίας του. xyxy=(646,1231,815,1277)
article-filler: Προκηρύσσεται δημοπρασία γιὰ τὴν ἐκτέλεση τοῦ ἔργου σύμφωνα μὲ τοὺς ὅρους τῆς διακηρύξεως. xyxy=(843,411,1001,457)
budapest-dates: ἀπὸ 22—28/4/76 xyxy=(1052,2122,1135,2133)
doctor-entry: ΧΡΗΣΤΟΣ ΘΕΟΔΩΡΙΔΗΣ xyxy=(986,1647,1098,1658)
article-filler: Τὸ Χαριτωνεῖο ἵδρυμα Θεσσαλονίκης ἐκποιεῖ μὲ φανερὴ πλειοδοτικὴ δημοπρασία ἀκίνητα τῆς περιουσίας του. xyxy=(824,1436,1172,1498)
article-filler: Προκηρύσσεται δημοπρασία γιὰ τὴν ἐκτέλεση τοῦ ἔργου σύμφωνα μὲ τοὺς ὅρους τῆς διακηρύξεως. xyxy=(843,274,1001,320)
article-filler: Ἀπὸ τὴ γραμματεία τῆς ἰατρικῆς σχολῆς ἀνακοινώθηκε ὅτι οἱ ἐξετάσεις τῆς περιόδου Ἀπριλίου θὰ διεξαχθοῦν σύμφωνα μὲ τὸ πρόγραμμα ποὺ καταρτίσθηκε. xyxy=(1383,222,1565,279)
agno-title: ΝΕΑ ΤΗΛΕΦΩΝΑ xyxy=(704,2052,947,2085)
article-filler: Τὸ Χαριτωνεῖο ἵδρυμα Θεσσαλονίκης ἐκποιεῖ μὲ φανερὴ πλειοδοτικὴ δημοπρασία ἀκίνητα τῆς περιουσίας του. xyxy=(646,570,828,616)
headline-industrial-zone: ΒΙΟΜΗΧΑΝΙΚΗ ΖΩΝΗ ΣΤΗ ΛΑΡΙΣΑ xyxy=(138,705,311,718)
headline-property-sale: ΕΚΠΟΙΗΣΙΣ ΑΚΙΝΗΤΩΝ xyxy=(680,626,795,639)
article-filler: Προκηρύσσεται δημοπρασία γιὰ τὴν ἐκτέλεση τοῦ ἔργου σύμφωνα μὲ τοὺς ὅρους τῆς διακηρύξεως. xyxy=(824,1294,994,1328)
doctors-title: ΟΙ ΙΑΤΡΟΙ ΤΗΣ ΘΕΣΣΑΛΟΝΙΚΗΣ xyxy=(704,1537,1113,1564)
kalamaras-address: Πληροφορίαι: ΕΓΝΑΤΙΑ 35, τηλέφ. 517-276 xyxy=(114,1685,335,1696)
theatre-announcement: Ανακοίνωση xyxy=(137,1889,312,1925)
headline-disabled-congress: ΕΛΗΞΕ ΤΟ ΣΥΝΕΔΡΙΟ ΤΗΣ ΟΜΟΣΠΟΝΔΙΑΣ ΤΩΝ ΑΝΑΠΗΡΩΝ ΚΑΙ ΘΥΜΑΤΩΝ ΠΟΛΕΜΟΥ xyxy=(435,40,623,76)
article-filler: Ὁ ὀργανισμὸς ἀστικῶν συγκοινωνιῶν Θεσσαλονίκης (ΟΑΣΘ) προκηρύσσει δημόσιο μειοδοτικὸ διαγωνισμὸ γιὰ τὴν προμήθεια ὑαλοπινάκων. xyxy=(646,1436,815,1493)
article-project-text: Προκηρύσσεται δημοπρασία γιὰ τὴν ἐκτέλεση τοῦ ἔργου σύμφωνα μὲ τοὺς ὅρους τῆς διακηρύξεως. xyxy=(843,535,1001,581)
page-label: Σελίς 8 xyxy=(81,44,188,74)
power-text: Γίνεται γνωστὸν ὅτι θὰ διακοπεῖ ἡ παροχὴ ἠλεκτρικοῦ ρεύματος εἰς τὰς κάτωθι περιοχάς, λόγῳ ἐργασιῶν ἐπὶ τοῦ δικτύου. xyxy=(1188,2063,1565,2086)
ad-budapest xyxy=(1015,2056,1172,2207)
article-filler: Ὁ ὀργανισμὸς ἀστικῶν συγκοινωνιῶν Θεσσαλονίκης (ΟΑΣΘ) προκηρύσσει δημόσιο μειοδοτικὸ διαγωνισμὸ γιὰ τὴν προμήθεια ὑαλοπινάκων. xyxy=(1003,1282,1172,1340)
article-filler: ΑΘΗΝΑΙ, 7.— Ἔληξαν οἱ ἐργασίες τοῦ ἐκτάκτου συνεδρίου τῆς Ὁμοσπονδίας ἀναπήρων καὶ θυμάτων πολέμου Πελοποννήσου, τὸ ὁποῖο συνῆλθε στὴν Καλαμάτα. xyxy=(427,270,631,327)
doctor-entry: ΙΩΑΝΝΗΣ Δ. ΑΘΑΝΑΣΙΑΔΗΣ xyxy=(710,1643,837,1654)
article-filler: Ὁ ὀργανισμὸς ἀστικῶν συγκοινωνιῶν Θεσσαλονίκης (ΟΑΣΘ) προκηρύσσει δημόσιο μειοδοτικὸ διαγωνισμὸ γιὰ τὴν προμήθεια ὑαλοπινάκων. xyxy=(646,275,828,332)
doctor-entry: ΜΙΧΑΗΛ Ε. ΓΙΟΡΓΑΝΑΚΗΣ xyxy=(983,1719,1101,1730)
nursing-body xyxy=(646,1231,1172,1340)
headline-five-year-program: ΑΠΟ ΤΗΝ ΠΕΡΙΦΕΡΕΙΑ ΚΑΙ ΟΧΙ ΑΠΟ ΤΗΝ ΠΡΩΤΕΥΟΥΣΑ ΠΡΕΠΕΙ ΝΑ ΕΦΑΡΜΟΣΘΟΥΝ ΤΑ ΠΕΝΤΑΕΤΗ ΠΡΟΓΡΑΜΜΑ ΤΟΝΙΖΕΤΑΙ ΑΠΟ ΤΟΥΣ ΕΚΠΡΟΣΩΠΟΥΣ ΤΩΝ ΒΙΟΜΗΧΑΝΩΝ xyxy=(1188,808,1565,863)
article-filler: Δημοσιεύθηκε στὸ ὑπ᾿ ἀριθμὸν φύλλο τῆς Ἐφημερίδος τῆς Κυβερνήσεως ἡ ἀπόφαση τοῦ Ὑπουργοῦ Βορείου Ἑλλάδος γιὰ τὴ συγκρότηση τοῦ συμβουλίου. xyxy=(1383,1718,1565,1775)
article-industrial-text: ΑΘΗΝΑΙ, 7.— Ὅπως ἀνακοίνωσε τὸ Ὑπουργεῖο Βιομηχανίας, προχωρεῖ ἡ μελέτη γιὰ τὴ δημιουργία βιομηχανικῆς ζώνης στὴ Λάρισα. xyxy=(40,723,409,746)
doctor-entry: ΔΡ. ΝΙΚΟΛΑΟΣ ΚΟΚΑΛΑΣ xyxy=(716,1599,831,1610)
headline-tobacco: ΘΑ ΕΞΕΤΑΣΘΟΥΝ ΕΚ ΝΕΟΥ ΤΑ ΑΙΤΗΜΑΤΑ ΤΩΝ ΕΚΠΡΟΣΩΠΩΝ ΚΑΠΝΟΠΑΡΑΓΩΓΩΝ xyxy=(1201,877,1358,913)
article-filler: Ἀπὸ τὴ γραμματεία τῆς ἰατρικῆς σχολῆς ἀνακοινώθηκε ὅτι οἱ ἐξετάσεις τῆς περιόδου Ἀπριλίου θὰ διεξαχθοῦν σύμφωνα μὲ τὸ πρόγραμμα ποὺ καταρτίσθηκε. xyxy=(1188,285,1371,342)
lead-headline: Ἐμπορικὴ δραστηριότητα σὲ ὅλους τοὺς χώρους τῆς ἐκθέσεως τροφίμων xyxy=(41,108,408,239)
page-label-box xyxy=(50,44,219,74)
agno-numbers: 655131 - 655132 - 655133 xyxy=(684,2148,967,2174)
article-filler: Τὸ Χαριτωνεῖο ἵδρυμα Θεσσαλονίκης ἐκποιεῖ μὲ φανερὴ πλειοδοτικὴ δημοπρασία ἀκίνητα τῆς περιουσίας του. xyxy=(646,435,828,481)
headline-tax-refund: Η ΕΠΙΣΤΡΟΦΗ ΦΟΡΟΥ ΓΙΑ ΑΔΙΚΑΙΟΛΟΓΗΤΟ ΠΛΟΥΤΙΣΜΟ xyxy=(453,513,605,538)
column-2 xyxy=(427,40,631,959)
article-filler: Προκηρύσσεται δημοπρασία γιὰ τὴν ἐκτέλεση τοῦ ἔργου σύμφωνα μὲ τοὺς ὅρους τῆς διακηρύξεως. xyxy=(1015,557,1172,603)
budapest-agency: Σ. ΣΙΣΜΑΝΙΔΗ xyxy=(1034,2146,1153,2165)
power-text-2: Γίνεται γνωστὸν ὅτι θὰ διακοπεῖ ἡ παροχὴ ἠλεκτρικοῦ ρεύματος εἰς τὰς κάτωθι περιοχάς, λόγῳ ἐργασιῶν ἐπὶ τοῦ δικτύου. xyxy=(1188,2089,1565,2113)
kalamaras-name-repeat: ΚΑΛΑΜΑΡΑΣ — ΠΑΓΚΑΛΟΣ xyxy=(77,1699,372,1724)
article-filler: Προκηρύσσεται δημοπρασία γιὰ τὴν ἐκτέλεση τοῦ ἔργου σύμφωνα μὲ τοὺς ὅρους τῆς διακηρύξεως. xyxy=(646,1282,815,1317)
article-filler: Ἀπὸ τὴ γραμματεία τῆς ἰατρικῆς σχολῆς ἀνακοινώθηκε ὅτι οἱ ἐξετάσεις τῆς περιόδου Ἀπριλίου θὰ διεξαχθοῦν σύμφωνα μὲ τὸ πρόγραμμα ποὺ καταρτίσθηκε. xyxy=(1383,392,1565,449)
headline-psychiatric: ΠΡΟΣΛΗΨΙΣ ΤΕΣΣΑΡΩΝ ΙΑΤΡΩΝ ΕΠΙ ΔΙΕΤΕΙ ΘΗΤΕΙΑ ΕΙΣ ΤΟ ΨΥΧΙΑΤΡΙΚΟΝ ΝΟΣΟΚΟΜΕΙΟΝ ΤΗΣ ΘΕΣΣΑΛΟΝΙΚΗΣ xyxy=(646,1388,1172,1430)
pascha-row: ΣΟΦΙΑ—ΒΟΥΚΟΥΡΕΣΤΙ 8 ΗΜΕΡΕΣ xyxy=(1024,2260,1163,2270)
article-filler: ΑΘΗΝΑΙ, 7.— Ἔληξαν οἱ ἐργασίες τοῦ ἐκτάκτου συνεδρίου τῆς Ὁμοσπονδίας ἀναπήρων καὶ θυμάτων πολέμου Πελοποννήσου, τὸ ὁποῖο συνῆλθε στὴν Καλαμάτα. xyxy=(427,333,631,390)
lead-kicker: Ἡ σπουδάζουσα νεολαία xyxy=(1275,40,1478,59)
ad-power-outage xyxy=(1188,1979,1565,2278)
article-filler: Ἀπὸ τὴ γραμματεία τῆς ἰατρικῆς σχολῆς ἀνακοινώθηκε ὅτι οἱ ἐξετάσεις τῆς περιόδου Ἀπριλίου θὰ διεξαχθοῦν σύμφωνα μὲ τὸ πρόγραμμα ποὺ καταρτίσθηκε. xyxy=(1383,1655,1565,1712)
article-filler: Ἀπὸ τὴ γραμματεία τῆς ἰατρικῆς σχολῆς ἀνακοινώθηκε ὅτι οἱ ἐξετάσεις τῆς περιόδου Ἀπριλίου θὰ διεξαχθοῦν σύμφωνα μὲ τὸ πρόγραμμα ποὺ καταρτίσθηκε. xyxy=(1383,307,1565,364)
headline-nursing-staff: ΠΛΗΡΩΣΙΣ ΚΕΝΩΝ ΘΕΣΕΩΝ ΝΟΣΗΛΕΥΤΙΚΟΥ ΠΡΟΣΩΠΙΚΟΥ ΤΟΥ ΚΕΝΤΡΙΚΟΥ ΝΟΣΟΚΟΜΕΙΟΥ ΤΗΣ ΘΕΣΣΑΛΟΝΙΚΗΣ xyxy=(646,1181,1172,1223)
article-filler: ΑΘΗΝΑΙ, 7.— Ὅπως ἀνακοίνωσε τὸ Ὑπουργεῖο Βιομηχανίας, προχωρεῖ ἡ μελέτη γιὰ τὴ δημιουργία βιομηχανικῆς ζώνης στὴ Λάρισα. xyxy=(1383,877,1565,923)
article-filler: Ὁ ὀργανισμὸς ἀστικῶν συγκοινωνιῶν Θεσσαλονίκης (ΟΑΣΘ) προκηρύσσει δημόσιο μειοδοτικὸ διαγωνισμὸ γιὰ τὴν προμήθεια ὑαλοπινάκων. xyxy=(646,212,828,269)
article-council-text: Δημοσιεύθηκε στὸ ὑπ᾿ ἀριθμὸν φύλλο τῆς Ἐφημερίδος τῆς Κυβερνήσεως ἡ ἀπόφαση τοῦ Ὑπουργοῦ Βορείου Ἑλλάδος γιὰ τὴ συγκρότηση τοῦ συμβουλίου. xyxy=(40,581,409,616)
article-filler: Τὸ Χαριτωνεῖο ἵδρυμα Θεσσαλονίκης ἐκποιεῖ μὲ φανερὴ πλειοδοτικὴ δημοπρασία ἀκίνητα τῆς περιουσίας του. xyxy=(1003,1231,1172,1277)
budapest-city: ΒΟΥΔΑΠΕΣΤΗ xyxy=(1025,2099,1162,2121)
article-tax-text: ΑΘΗΝΑΙ, 7.— Ἐπιστρέφονται οἱ φόροι ποὺ εἰσπράχθηκαν ἀχρεωστήτως ἀπὸ τὶς οἰκονομικὲς ὑπηρεσίες. xyxy=(427,543,631,578)
budapest-price: ΤΙΜΗ ΣΥΜΜΕΤΟΧΗΣ 6.500 xyxy=(1025,2133,1162,2145)
psychiatric-body xyxy=(646,1436,1172,1500)
doctor-entry: ΑΝΤΩΝΙΟΣ Ν. ΤΟΠΟΥΖΙΔΗΣ xyxy=(979,1665,1105,1676)
article-filler: Προκηρύσσεται δημοπρασία γιὰ τὴν ἐκτέλεση τοῦ ἔργου σύμφωνα μὲ τοὺς ὅρους τῆς διακηρύξεως. xyxy=(843,463,1001,508)
article-filler: ΑΘΗΝΑΙ, 7.— Οἱ ἐκπρόσωποι τῶν συνεταιριστικῶν ὀργανώσεων, μετὰ τὴ λεπτομερῆ ἐξέταση τῶν προβλημάτων ποὺ ἀντιμετωπίζει ὁ κλάδος, ζητοῦν ὀρθολογικὴ ἀντιμετώπισή τους ἀπὸ τὸ Κράτος καὶ ἐνίσχυση τῆς κτηνοτροφικῆς παραγωγῆς. xyxy=(1188,982,1371,1073)
